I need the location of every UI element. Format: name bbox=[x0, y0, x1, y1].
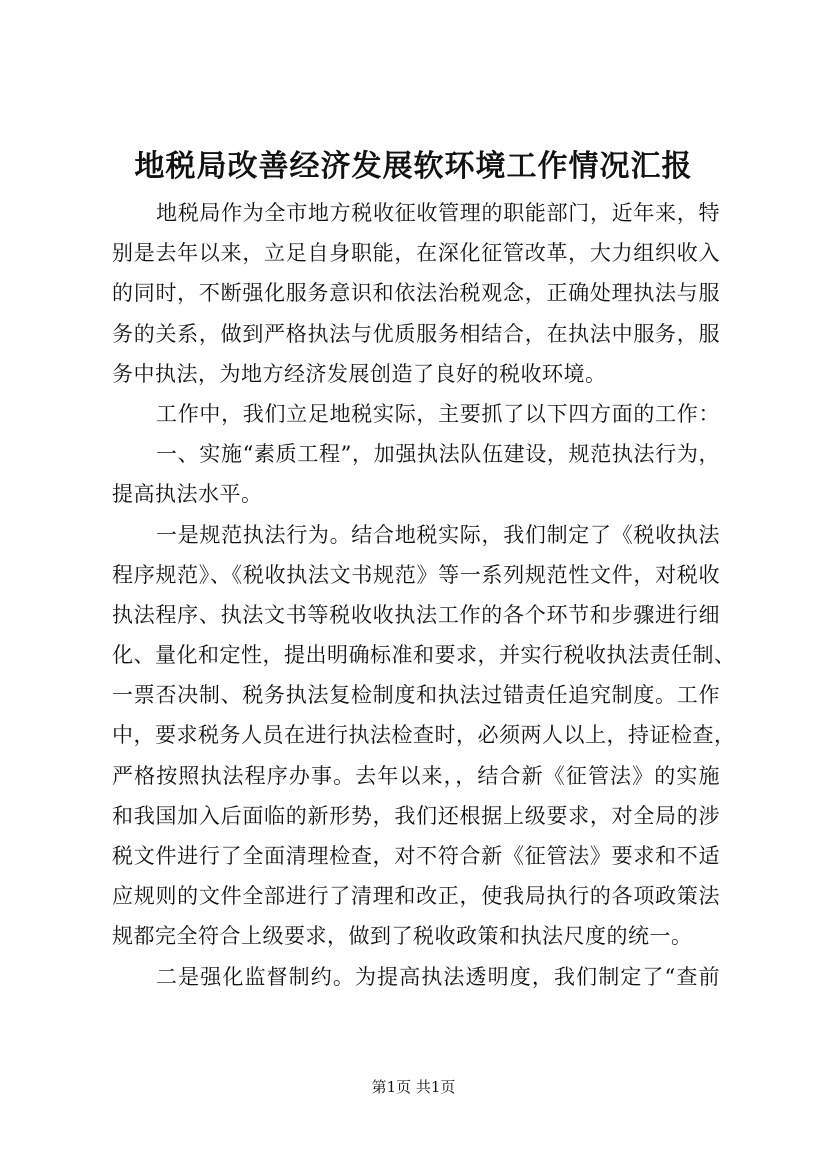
paragraph-line: 一票否决制、税务执法复检制度和执法过错责任追究制度。工作 bbox=[112, 683, 720, 708]
paragraph-line: 应规则的文件全部进行了清理和改正，使我局执行的各项政策法 bbox=[112, 884, 720, 909]
paragraph-line: 一是规范执法行为。结合地税实际，我们制定了《税收执法 bbox=[156, 522, 720, 547]
paragraph-line: 的同时，不断强化服务意识和依法治税观念，正确处理执法与服 bbox=[112, 281, 720, 306]
paragraph-line: 税文件进行了全面清理检查，对不符合新《征管法》要求和不适 bbox=[112, 844, 720, 868]
paragraph-line: 工作中，我们立足地税实际，主要抓了以下四方面的工作： bbox=[156, 401, 720, 426]
paragraph-line: 执法程序、执法文书等税收收执法工作的各个环节和步骤进行细 bbox=[112, 602, 720, 627]
paragraph-line: 二是强化监督制约。为提高执法透明度，我们制定了“查前 bbox=[156, 964, 720, 989]
document-title: 地税局改善经济发展软环境工作情况汇报 bbox=[134, 149, 693, 184]
paragraph-line: 务的关系，做到严格执法与优质服务相结合，在执法中服务，服 bbox=[112, 321, 720, 346]
paragraph-line: 一、实施“素质工程”，加强执法队伍建设，规范执法行为， bbox=[156, 442, 720, 467]
paragraph-line: 提高执法水平。 bbox=[112, 482, 263, 507]
page-number: 第1页 共1页 bbox=[371, 1078, 456, 1096]
paragraph-line: 严格按照执法程序办事。去年以来，，结合新《征管法》的实施 bbox=[112, 763, 720, 788]
paragraph-line: 地税局作为全市地方税收征收管理的职能部门，近年来，特 bbox=[156, 201, 720, 225]
paragraph-line: 规都完全符合上级要求，做到了税收政策和执法尺度的统一。 bbox=[112, 924, 693, 949]
paragraph-line: 中，要求税务人员在进行执法检查时，必须两人以上，持证检查， bbox=[112, 723, 736, 748]
document-body bbox=[112, 193, 736, 997]
paragraph-line: 和我国加入后面临的新形势，我们还根据上级要求，对全局的涉 bbox=[112, 803, 720, 828]
paragraph-line: 程序规范》、《税收执法文书规范》等一系列规范性文件，对税收 bbox=[112, 562, 720, 587]
paragraph-line: 别是去年以来，立足自身职能，在深化征管改革，大力组织收入 bbox=[112, 241, 720, 266]
paragraph-line: 务中执法，为地方经济发展创造了良好的税收环境。 bbox=[112, 361, 607, 386]
paragraph-line: 化、量化和定性，提出明确标准和要求，并实行税收执法责任制、 bbox=[112, 643, 736, 668]
